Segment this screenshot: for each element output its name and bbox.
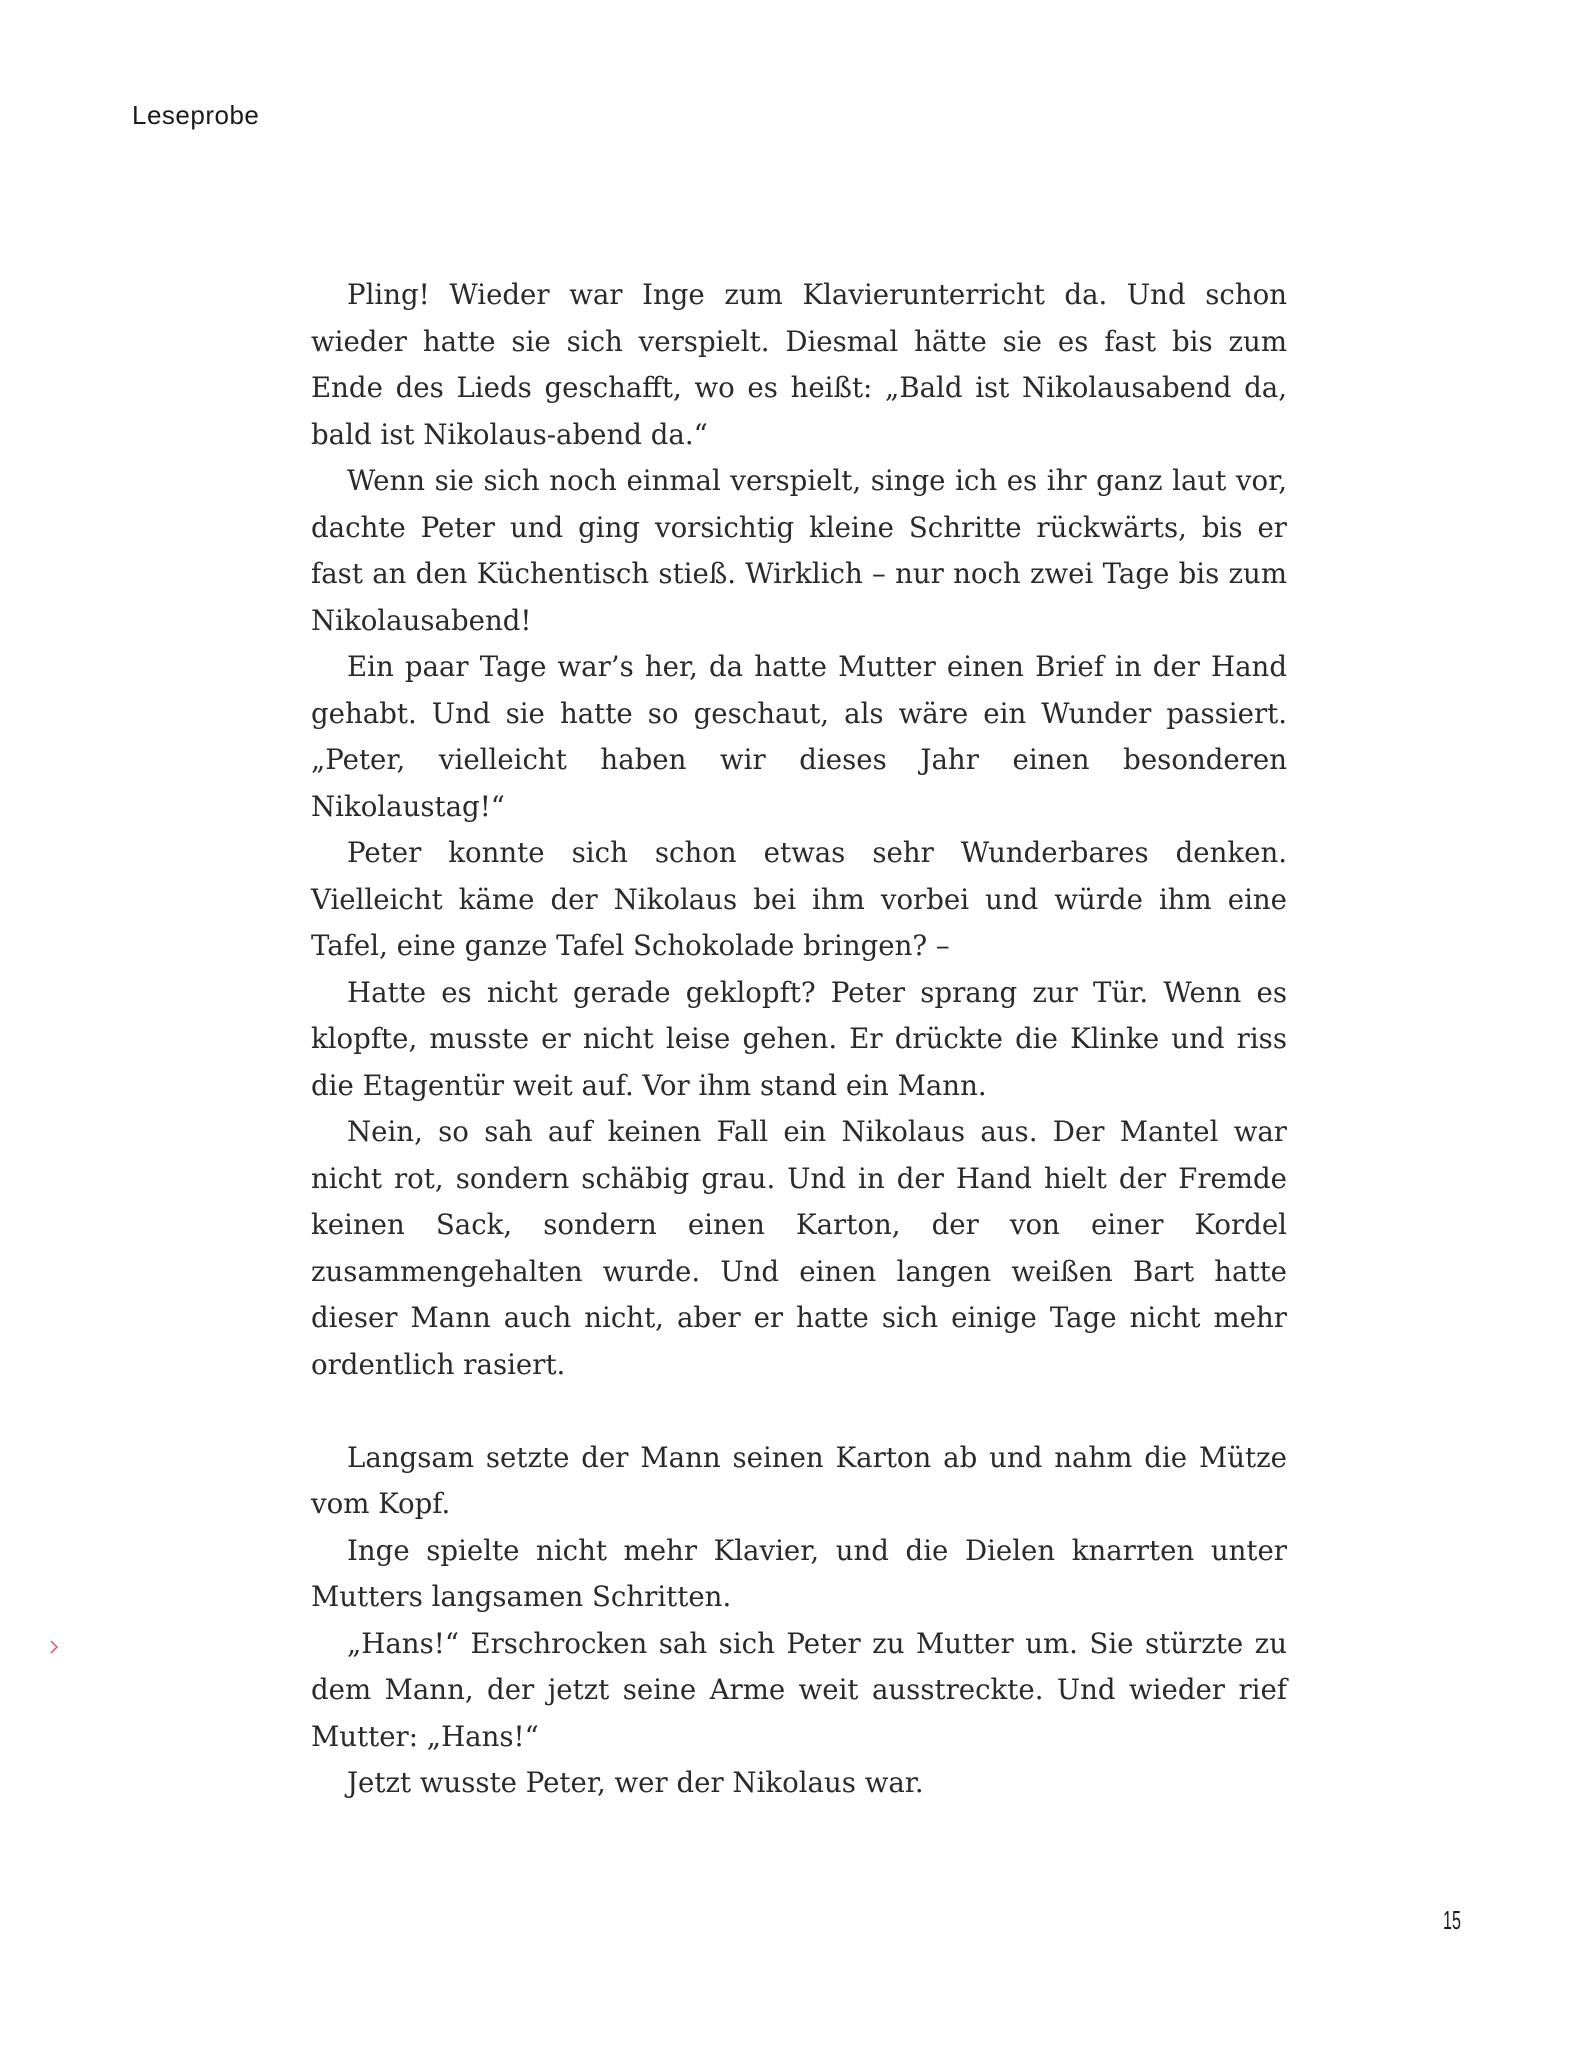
paragraph: Hatte es nicht gerade geklopft? Peter sprang zur Tür. Wenn es klopfte, musste er nicht leise gehen. Er drückte die Klinke und riss die Etagentür weit auf. Vor ihm stand ein Mann. — [311, 975, 1287, 1102]
paragraph: Peter konnte sich schon etwas sehr Wunderbares denken. Vielleicht käme der Nikolaus bei ihm vorbei und würde ihm eine Tafel, eine ganze Tafel Schokolade bringen? – — [311, 836, 1287, 962]
running-header: Leseprobe — [132, 100, 260, 130]
paragraph: „Hans!“ Erschrocken sah sich Peter zu Mutter um. Sie stürzte zu dem Mann, der jetzt seine Arme weit ausstreckte. Und wieder rief Mutter: „Hans!“ — [311, 1626, 1287, 1753]
paragraph: Pling! Wieder war Inge zum Klavierunterricht da. Und schon wieder hatte sie sich verspielt. Diesmal hätte sie es fast bis zum Ende des Lieds geschafft, wo es heißt: „Bald ist Nikolausabend da, bald ist Nikolaus-abend da.“ — [311, 278, 1287, 451]
paragraph: Nein, so sah auf keinen Fall ein Nikolaus aus. Der Mantel war nicht rot, sondern schäbig grau. Und in der Hand hielt der Fremde keinen Sack, sondern einen Karton, der von einer Kordel zusammengehalten wurde. Und einen langen weißen Bart hatte dieser Mann auch nicht, aber er hatte sich einige Tage nicht mehr ordentlich rasiert. — [311, 1115, 1287, 1381]
paragraph: Jetzt wusste Peter, wer der Nikolaus war. — [347, 1766, 924, 1799]
margin-mark-icon — [50, 1640, 58, 1654]
paragraph: Ein paar Tage war’s her, da hatte Mutter einen Brief in der Hand gehabt. Und sie hatte so geschaut, als wäre ein Wunder passiert. „Peter, vielleicht haben wir dieses Jahr einen besonderen Nikolaustag!“ — [311, 650, 1287, 823]
paragraph: Langsam setzte der Mann seinen Karton ab und nahm die Mütze vom Kopf. — [311, 1440, 1287, 1520]
page-number: 15 — [1443, 1905, 1461, 1935]
paragraph: Wenn sie sich noch einmal verspielt, singe ich es ihr ganz laut vor, dachte Peter und ging vorsichtig kleine Schritte rückwärts, bis er fast an den Küchentisch stieß. Wirklich – nur noch zwei Tage bis zum Nikolausabend! — [311, 464, 1287, 637]
story-text — [311, 272, 1287, 1807]
paragraph: Inge spielte nicht mehr Klavier, und die Dielen knarrten unter Mutters langsamen Schritten. — [311, 1533, 1287, 1613]
